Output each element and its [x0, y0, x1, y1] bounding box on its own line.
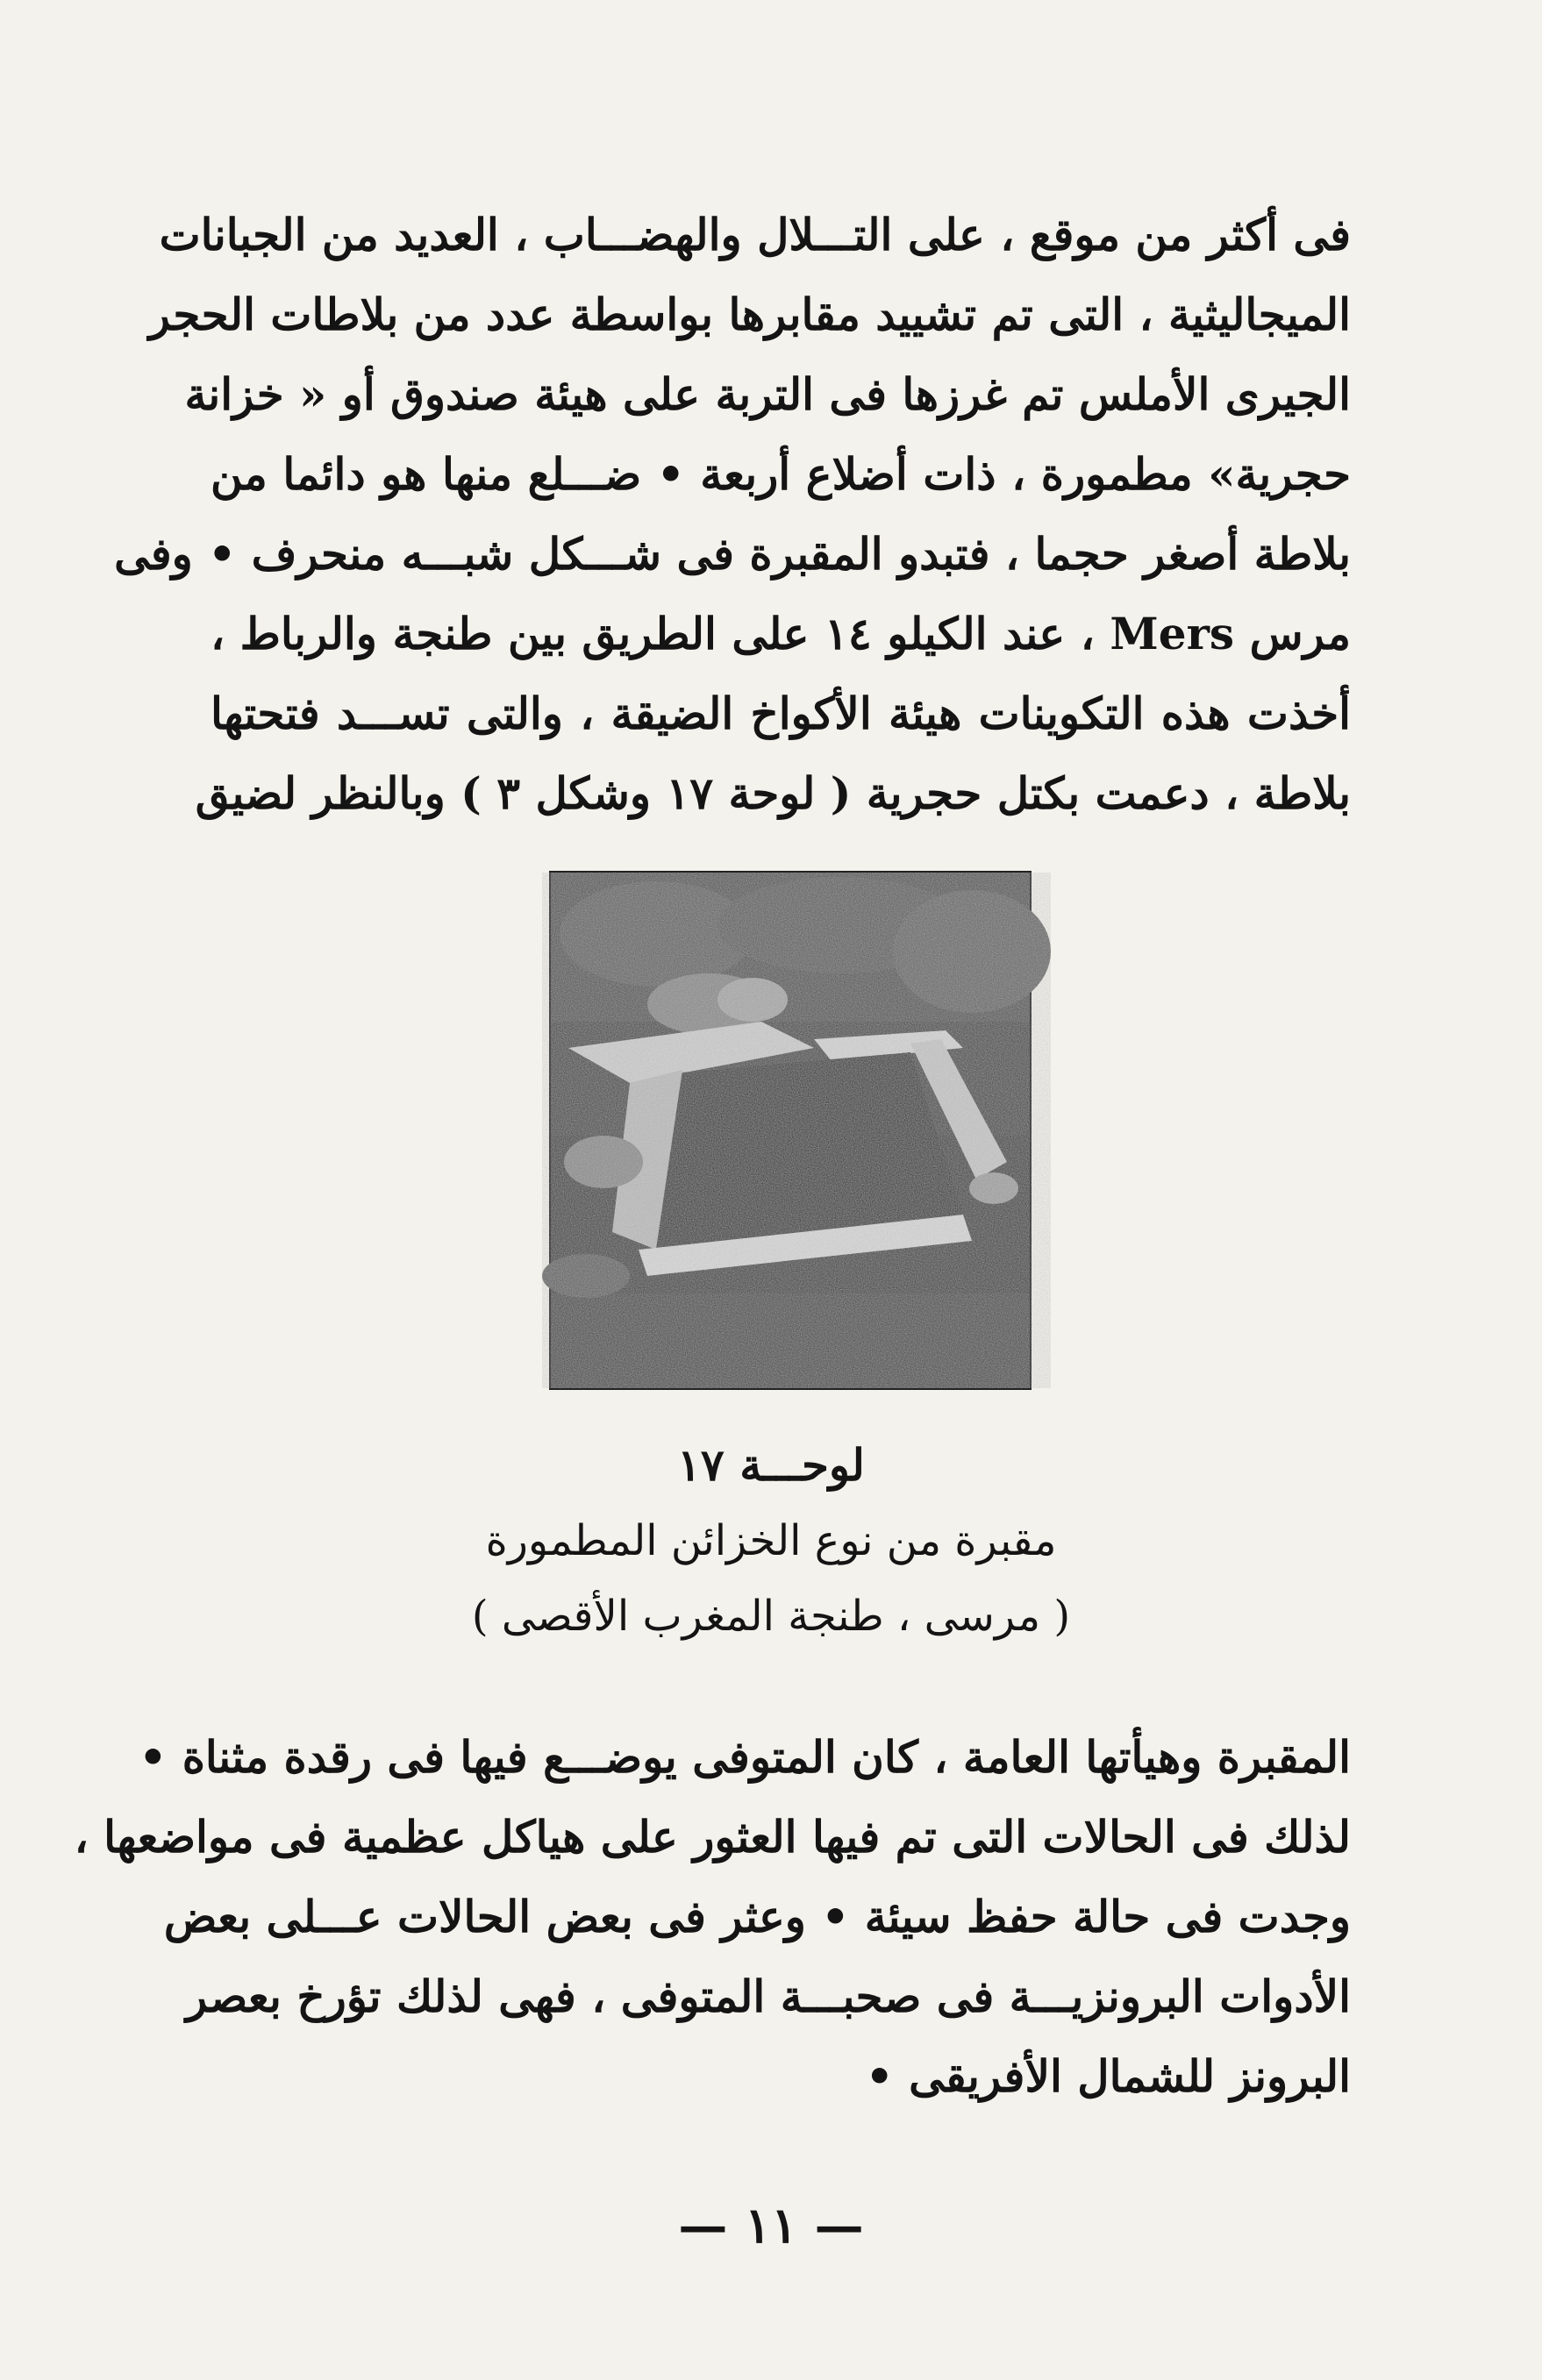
page-number: — ١١ — — [678, 2197, 864, 2255]
tomb-photograph — [549, 871, 1032, 1390]
paragraph-line: الجيرى الأملس تم غرزها فى التربة على هيئة صندوق أو « خزانة — [184, 368, 1351, 420]
paragraph-line: وجدت فى حالة حفظ سيئة • وعثر فى بعض الحالات عـــلى بعض — [163, 1891, 1351, 1942]
paragraph-line: حجرية» مطمورة ، ذات أضلاع أربعة • ضـــلع منها هو دائما من — [211, 448, 1351, 500]
plate-label: لوحـــة ١٧ — [677, 1439, 865, 1491]
paragraph-line: فى أكثر من موقع ، على التـــلال والهضـــاب ، العديد من الجبانات — [159, 209, 1351, 260]
paragraph-line: مرس Mers ، عند الكيلو ١٤ على الطريق بين طنجة والرباط ، — [211, 608, 1351, 659]
top-paragraph — [114, 195, 1351, 833]
paragraph-line: البرونز للشمال الأفريقى • — [865, 2050, 1351, 2102]
plate-caption: مقبرة من نوع الخزائن المطمورة — [485, 1516, 1057, 1565]
plate-location: ( مرسى ، طنجة المغرب الأقصى ) — [471, 1592, 1071, 1641]
paragraph-line: الأدوات البرونزيـــة فى صحبـــة المتوفى ، فهى لذلك تؤرخ بعصر — [185, 1970, 1351, 2022]
paragraph-line: لذلك فى الحالات التى تم فيها العثور على هياكل عظمية فى مواضعها ، — [74, 1811, 1351, 1863]
paragraph-line: أخذت هذه التكوينات هيئة الأكواخ الضيقة ، والتى تســـد فتحتها — [211, 688, 1351, 739]
paragraph-line: الميجاليثية ، التى تم تشييد مقابرها بواسطة عدد من بلاطات الحجر — [148, 289, 1351, 340]
bottom-paragraph — [74, 1717, 1351, 2116]
paragraph-line: بلاطة أصغر حجما ، فتبدو المقبرة فى شـــكل شبـــه منحرف • وفى — [114, 528, 1351, 580]
paragraph-line: بلاطة ، دعمت بكتل حجرية ( لوحة ١٧ وشكل ٣ ) وبالنظر لضيق — [195, 767, 1351, 819]
paragraph-line: المقبرة وهيأتها العامة ، كان المتوفى يوضـــع فيها فى رقدة مثناة • — [139, 1731, 1351, 1783]
